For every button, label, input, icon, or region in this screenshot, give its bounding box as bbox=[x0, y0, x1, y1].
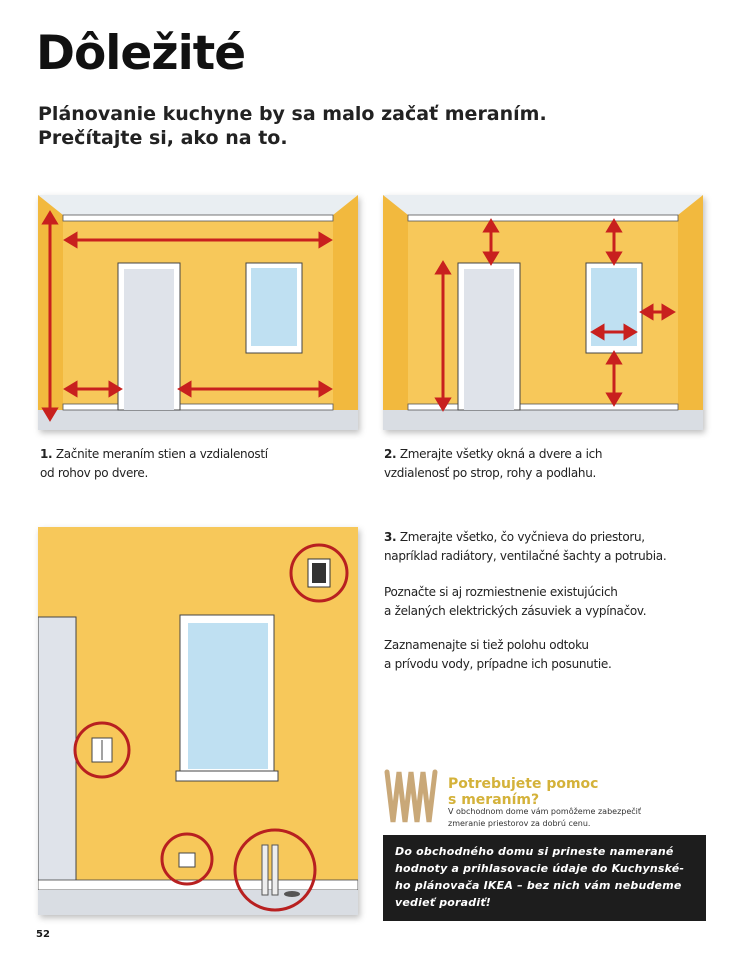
step-3-caption bbox=[384, 528, 666, 566]
step-2-line-1: Zmerajte všetky okná a dvere a ich bbox=[399, 447, 603, 461]
illustration-wall-measurement bbox=[38, 195, 358, 430]
help-title-line-2: s meraním? bbox=[448, 792, 540, 808]
illustration-utilities bbox=[38, 527, 358, 915]
note-outlets bbox=[384, 583, 646, 621]
note-water-line-1: Zaznamenajte si tiež polohu odtoku bbox=[384, 638, 589, 652]
info-box-line-2: hodnoty a prihlasovacie údaje do Kuchynské- bbox=[395, 862, 685, 875]
note-water bbox=[384, 636, 612, 674]
page-title: Dôležité bbox=[36, 26, 246, 81]
note-outlets-line-2: a želaných elektrických zásuviek a vypínačov. bbox=[384, 604, 647, 618]
help-text-line-2: zmeranie priestorov za dobrú cenu. bbox=[448, 819, 591, 828]
step-3-line-2: napríklad radiátory, ventilačné šachty a potrubia. bbox=[384, 549, 667, 563]
info-box-line-1: Do obchodného domu si prineste namerané bbox=[395, 845, 674, 858]
folding-ruler-icon bbox=[383, 768, 441, 826]
step-1-caption bbox=[40, 445, 268, 483]
step-1-line-2: od rohov po dvere. bbox=[40, 466, 148, 480]
step-1-line-1: Začnite meraním stien a vzdialeností bbox=[55, 447, 268, 461]
note-outlets-line-1: Poznačte si aj rozmiestnenie existujúcich bbox=[384, 585, 618, 599]
info-box bbox=[383, 835, 706, 921]
illustration-window-door-measurement bbox=[383, 195, 703, 430]
info-box-line-3: ho plánovača IKEA – bez nich vám nebudeme bbox=[395, 879, 682, 892]
subtitle-line-2: Prečítajte si, ako na to. bbox=[38, 127, 288, 149]
help-text bbox=[448, 806, 641, 830]
step-3-line-1: Zmerajte všetko, čo vyčnieva do priestoru, bbox=[399, 530, 645, 544]
note-water-line-2: a prívodu vody, prípadne ich posunutie. bbox=[384, 657, 612, 671]
info-box-line-4: vedieť poradiť! bbox=[395, 896, 492, 909]
step-2-number: 2. bbox=[384, 447, 397, 461]
step-3-number: 3. bbox=[384, 530, 397, 544]
help-title bbox=[448, 776, 598, 808]
page-number: 52 bbox=[36, 929, 50, 940]
step-2-caption bbox=[384, 445, 602, 483]
subtitle-line-1: Plánovanie kuchyne by sa malo začať meraním. bbox=[38, 103, 547, 125]
step-1-number: 1. bbox=[40, 447, 53, 461]
step-2-line-2: vzdialenosť po strop, rohy a podlahu. bbox=[384, 466, 597, 480]
help-text-line-1: V obchodnom dome vám pomôžeme zabezpečiť bbox=[448, 807, 642, 816]
help-title-line-1: Potrebujete pomoc bbox=[448, 776, 599, 792]
